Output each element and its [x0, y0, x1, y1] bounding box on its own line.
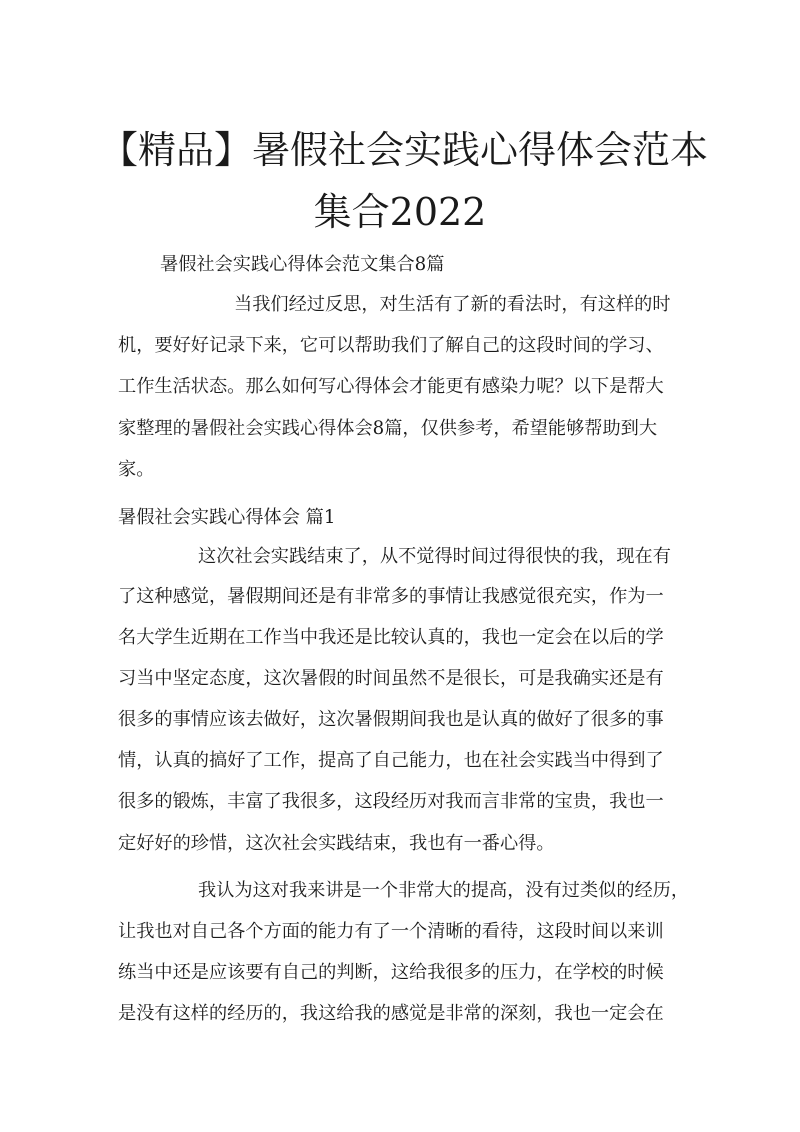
document-title-line-2: 集合2022: [313, 190, 487, 234]
paragraph-line: 练当中还是应该要有自己的判断，这给我很多的压力，在学校的时候: [118, 962, 664, 983]
paragraph-line: 是没有这样的经历的，我这给我的感觉是非常的深刻，我也一定会在: [118, 1003, 664, 1024]
paragraph-line: 我认为这对我来讲是一个非常大的提高，没有过类似的经历，: [198, 880, 690, 901]
paragraph-line: 让我也对自己各个方面的能力有了一个清晰的看待，这段时间以来训: [118, 921, 664, 942]
paragraph-line: 了这种感觉，暑假期间还是有非常多的事情让我感觉很充实，作为一: [118, 586, 664, 607]
intro-line: 家整理的暑假社会实践心得体会8篇，仅供参考，希望能够帮助到大: [118, 418, 658, 439]
document-subtitle: 暑假社会实践心得体会范文集合8篇: [160, 254, 445, 275]
intro-line: 家。: [118, 459, 155, 480]
paragraph-line: 定好好的珍惜，这次社会实践结束，我也有一番心得。: [118, 833, 555, 854]
paragraph-line: 情，认真的搞好了工作，提高了自己能力，也在社会实践当中得到了: [118, 750, 664, 771]
intro-line: 机，要好好记录下来，它可以帮助我们了解自己的这段时间的学习、: [118, 335, 664, 356]
paragraph-line: 这次社会实践结束了，从不觉得时间过得很快的我，现在有: [198, 546, 671, 567]
paragraph-line: 习当中坚定态度，这次暑假的时间虽然不是很长，可是我确实还是有: [118, 668, 664, 689]
paragraph-line: 名大学生近期在工作当中我还是比较认真的，我也一定会在以后的学: [118, 627, 664, 648]
section-heading: 暑假社会实践心得体会 篇1: [118, 507, 336, 528]
paragraph-line: 很多的锻炼，丰富了我很多，这段经历对我而言非常的宝贵，我也一: [118, 791, 664, 812]
intro-line: 当我们经过反思，对生活有了新的看法时，有这样的时: [234, 294, 671, 315]
paragraph-line: 很多的事情应该去做好，这次暑假期间我也是认真的做好了很多的事: [118, 709, 664, 730]
document-title-line-1: 【精品】暑假社会实践心得体会范本: [100, 128, 709, 172]
intro-line: 工作生活状态。那么如何写心得体会才能更有感染力呢？以下是帮大: [118, 376, 664, 397]
